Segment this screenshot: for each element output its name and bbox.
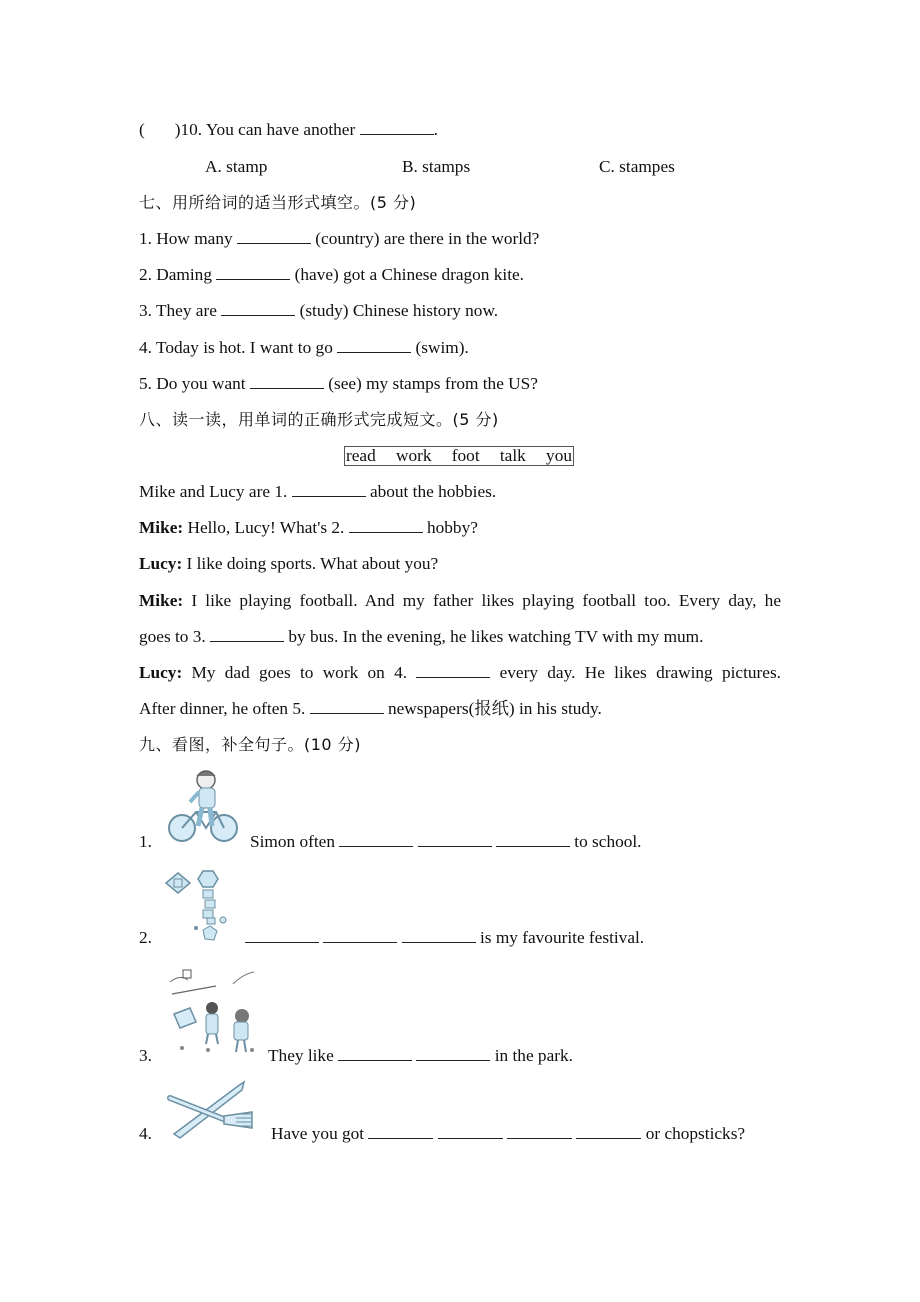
answer-blank[interactable] bbox=[292, 482, 366, 497]
section-9-title: 九、看图，补全句子。(10 分) bbox=[139, 735, 361, 754]
answer-blank[interactable] bbox=[368, 1124, 433, 1139]
answer-blank[interactable] bbox=[323, 928, 397, 943]
section-8-title: 八、读一读，用单词的正确形式完成短文。(5 分) bbox=[139, 410, 499, 429]
fill-item-1: 1. How many (country) are there in the world? bbox=[139, 229, 540, 248]
fill-item-5: 5. Do you want (see) my stamps from the US? bbox=[139, 374, 538, 393]
question-stem: You can have another bbox=[205, 120, 356, 139]
word-bank-item: work bbox=[396, 446, 432, 465]
children-flying-kite-image bbox=[168, 966, 256, 1056]
question-number: )10. bbox=[174, 120, 203, 139]
answer-blank[interactable] bbox=[245, 928, 319, 943]
answer-paren-open: ( bbox=[139, 120, 145, 139]
answer-blank[interactable] bbox=[339, 832, 413, 847]
answer-blank[interactable] bbox=[416, 1046, 490, 1061]
answer-blank[interactable] bbox=[360, 120, 434, 135]
fill-item-2: 2. Daming (have) got a Chinese dragon kite. bbox=[139, 265, 525, 284]
knife-and-fork-image bbox=[166, 1080, 256, 1140]
boy-riding-bike-image bbox=[166, 768, 240, 844]
answer-blank[interactable] bbox=[237, 229, 311, 244]
option-c[interactable]: C. stampes bbox=[599, 157, 675, 176]
picture-item-1-number: 1. bbox=[139, 832, 152, 851]
dialogue-line-3: Mike: I like playing football. And my father likes playing football too. Every day, he bbox=[139, 591, 781, 610]
fill-item-4: 4. Today is hot. I want to go (swim). bbox=[139, 338, 469, 357]
fill-item-3: 3. They are (study) Chinese history now. bbox=[139, 301, 499, 320]
speaker-label: Mike: bbox=[139, 591, 184, 610]
dialogue-line-4: Lucy: My dad goes to work on 4. every day. He likes drawing pictures. bbox=[139, 663, 782, 682]
picture-item-4-sentence: Have you got or chopsticks? bbox=[271, 1124, 746, 1143]
answer-blank[interactable] bbox=[349, 518, 423, 533]
spring-festival-image bbox=[163, 868, 233, 943]
answer-blank[interactable] bbox=[402, 928, 476, 943]
answer-blank[interactable] bbox=[310, 699, 384, 714]
answer-blank[interactable] bbox=[576, 1124, 641, 1139]
answer-blank[interactable] bbox=[250, 374, 324, 389]
answer-blank[interactable] bbox=[507, 1124, 572, 1139]
option-a[interactable]: A. stamp bbox=[205, 157, 268, 176]
dialogue-line-4-cont: After dinner, he often 5. newspapers(报纸) in his study. bbox=[139, 699, 602, 718]
answer-blank[interactable] bbox=[221, 301, 295, 316]
speaker-label: Lucy: bbox=[139, 663, 183, 682]
passage-intro: Mike and Lucy are 1. about the hobbies. bbox=[139, 482, 497, 501]
answer-blank[interactable] bbox=[338, 1046, 412, 1061]
word-bank-item: talk bbox=[499, 446, 526, 465]
picture-item-2-number: 2. bbox=[139, 928, 152, 947]
speaker-label: Mike: bbox=[139, 518, 184, 537]
word-bank-item: read bbox=[346, 446, 376, 465]
speaker-label: Lucy: bbox=[139, 554, 183, 573]
answer-blank[interactable] bbox=[418, 832, 492, 847]
picture-item-4-number: 4. bbox=[139, 1124, 152, 1143]
picture-item-3-number: 3. bbox=[139, 1046, 152, 1065]
word-bank-item: you bbox=[546, 446, 572, 465]
dialogue-line-2: Lucy: I like doing sports. What about you? bbox=[139, 554, 439, 573]
dialogue-line-1: Mike: Hello, Lucy! What's 2. hobby? bbox=[139, 518, 478, 537]
picture-item-2-sentence: is my favourite festival. bbox=[245, 928, 644, 948]
question-10: ( )10. You can have another . bbox=[139, 120, 438, 139]
word-bank bbox=[344, 446, 574, 466]
picture-item-3-sentence: They like in the park. bbox=[268, 1046, 573, 1065]
answer-blank[interactable] bbox=[210, 627, 284, 642]
option-b[interactable]: B. stamps bbox=[402, 157, 471, 176]
word-bank-item: foot bbox=[451, 446, 480, 465]
answer-blank[interactable] bbox=[438, 1124, 503, 1139]
answer-blank[interactable] bbox=[496, 832, 570, 847]
picture-item-1-sentence: Simon often to school. bbox=[250, 832, 642, 851]
section-7-title: 七、用所给词的适当形式填空。(5 分) bbox=[139, 193, 417, 212]
dialogue-line-3-cont: goes to 3. by bus. In the evening, he likes watching TV with my mum. bbox=[139, 627, 704, 646]
answer-blank[interactable] bbox=[416, 663, 490, 678]
answer-blank[interactable] bbox=[337, 338, 411, 353]
answer-blank[interactable] bbox=[216, 265, 290, 280]
